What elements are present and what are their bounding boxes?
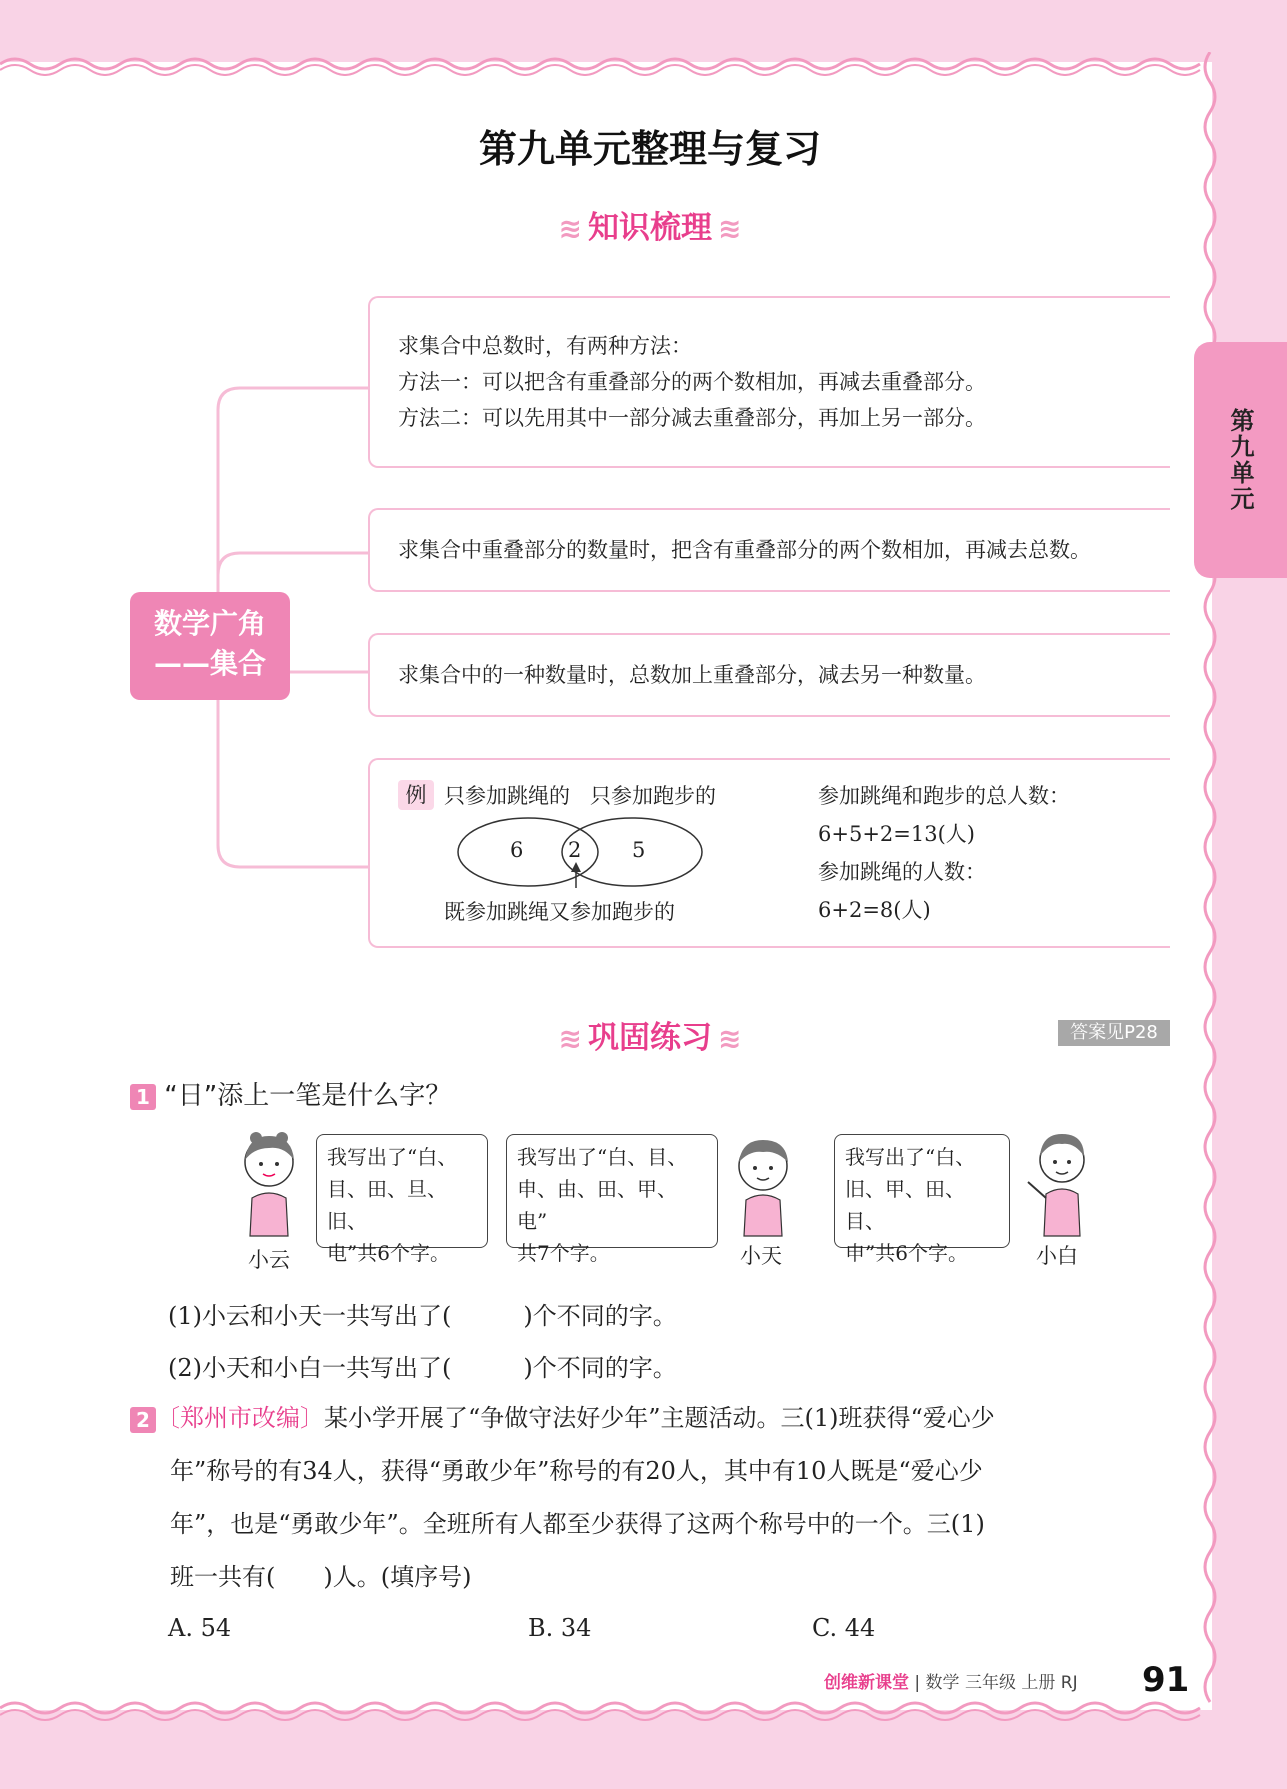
question-2-blank[interactable]: 班一共有( )人。(填序号) [170, 1563, 472, 1591]
kid-name-xiaobai: 小白 [1036, 1244, 1078, 1268]
girl-xiaoyun-illustration [236, 1128, 302, 1238]
unit-side-tab[interactable] [1194, 342, 1287, 578]
option-c[interactable]: C. 44 [812, 1614, 876, 1642]
question-2 [130, 1392, 1175, 1604]
bubble-line: 共7个字。 [517, 1241, 610, 1265]
section-knowledge-label: 知识梳理 [588, 210, 712, 246]
kid-name-xiaoyun: 小云 [248, 1248, 290, 1272]
bubble-line: 目、田、旦、旧、 [327, 1177, 447, 1233]
bubble-line: 旧、甲、田、目、 [845, 1177, 965, 1233]
question-number-badge: 2 [130, 1407, 156, 1433]
core-topic-line1: 数学广角 [153, 607, 266, 640]
question-2-text: 某小学开展了“争做守法好少年”主题活动。三(1)班获得“爱心少 [324, 1404, 995, 1432]
knowledge-line: 求集合中重叠部分的数量时，把含有重叠部分的两个数相加，再减去总数。 [398, 538, 1091, 562]
example-calc2-label: 参加跳绳的人数： [818, 860, 986, 884]
section-knowledge-heading [0, 202, 1287, 247]
question-2-text: 年”，也是“勇敢少年”。全班所有人都至少获得了这两个称号中的一个。三(1) [170, 1510, 985, 1538]
venn-overlap-value: 2 [568, 838, 582, 862]
wavy-border-right [1200, 52, 1224, 1722]
venn-right-value: 5 [632, 838, 646, 862]
knowledge-line: 求集合中的一种数量时，总数加上重叠部分，减去另一种数量。 [398, 663, 986, 687]
question-number-badge: 1 [130, 1084, 156, 1110]
core-topic-box [130, 592, 290, 700]
kid-name-xiaotian: 小天 [740, 1244, 782, 1268]
footer-separator: | [914, 1673, 921, 1693]
bubble-line: 电”共6个字。 [327, 1241, 450, 1265]
wavy-border-bottom [0, 1700, 1212, 1724]
wave-deco-icon: ≋ [718, 212, 742, 245]
footer-info [824, 1668, 1078, 1693]
page-title: 第九单元整理与复习 [478, 127, 821, 171]
knowledge-box-total [368, 296, 1170, 468]
core-topic-line2: ——集合 [153, 647, 266, 680]
option-a[interactable]: A. 54 [168, 1614, 232, 1642]
venn-label-left: 只参加跳绳的 [444, 784, 570, 808]
speech-bubble-xiaoyun [316, 1134, 488, 1265]
example-badge: 例 [398, 780, 434, 810]
question-1-sub-1[interactable]: (1)小云和小天一共写出了( )个不同的字。 [168, 1302, 677, 1330]
knowledge-box-overlap [368, 508, 1170, 592]
bubble-line: 我写出了“白、目、 [517, 1145, 688, 1169]
knowledge-line: 方法一：可以把含有重叠部分的两个数相加，再减去重叠部分。 [398, 370, 986, 394]
section-practice-label: 巩固练习 [588, 1020, 712, 1056]
venn-left-value: 6 [510, 838, 524, 862]
footer-brand: 创维新课堂 [824, 1673, 909, 1693]
example-calc2: 6+2=8(人) [818, 898, 931, 922]
bubble-line: 我写出了“白、 [327, 1145, 458, 1169]
bubble-line: 申、由、田、甲、电” [517, 1177, 677, 1233]
question-1 [130, 1075, 451, 1112]
wave-deco-icon: ≋ [558, 212, 582, 245]
knowledge-box-single [368, 633, 1170, 717]
page-number: 91 [1142, 1660, 1190, 1700]
venn-label-right: 只参加跑步的 [590, 784, 716, 808]
question-source-tag: 〔郑州市改编〕 [156, 1404, 324, 1432]
speech-bubble-xiaobai [834, 1134, 1010, 1265]
example-calc1-label: 参加跳绳和跑步的总人数： [818, 784, 1070, 808]
option-b[interactable]: B. 34 [528, 1614, 592, 1642]
boy-xiaotian-illustration [730, 1134, 796, 1238]
example-calc1: 6+5+2=13(人) [818, 822, 975, 846]
speech-bubble-xiaotian [506, 1134, 718, 1265]
bubble-line: 申”共6个字。 [845, 1241, 968, 1265]
knowledge-line: 求集合中总数时，有两种方法： [398, 334, 692, 358]
question-1-sub-2[interactable]: (2)小天和小白一共写出了( )个不同的字。 [168, 1354, 677, 1382]
answer-reference-tag[interactable]: 答案见P28 [1058, 1020, 1170, 1046]
bubble-line: 我写出了“白、 [845, 1145, 976, 1169]
knowledge-line: 方法二：可以先用其中一部分减去重叠部分，再加上另一部分。 [398, 406, 986, 430]
wave-deco-icon: ≋ [718, 1022, 742, 1055]
footer-book-info: 数学 三年级 上册 RJ [925, 1673, 1078, 1693]
venn-overlap-label: 既参加跳绳又参加跑步的 [444, 900, 675, 924]
question-1-prompt: “日”添上一笔是什么字？ [164, 1081, 452, 1111]
wavy-border-top [0, 52, 1212, 76]
boy-xiaobai-illustration [1022, 1128, 1098, 1238]
question-2-text: 年”称号的有34人，获得“勇敢少年”称号的有20人，其中有10人既是“爱心少 [170, 1457, 983, 1485]
wave-deco-icon: ≋ [558, 1022, 582, 1055]
unit-side-tab-label: 第九单元 [1226, 408, 1254, 512]
